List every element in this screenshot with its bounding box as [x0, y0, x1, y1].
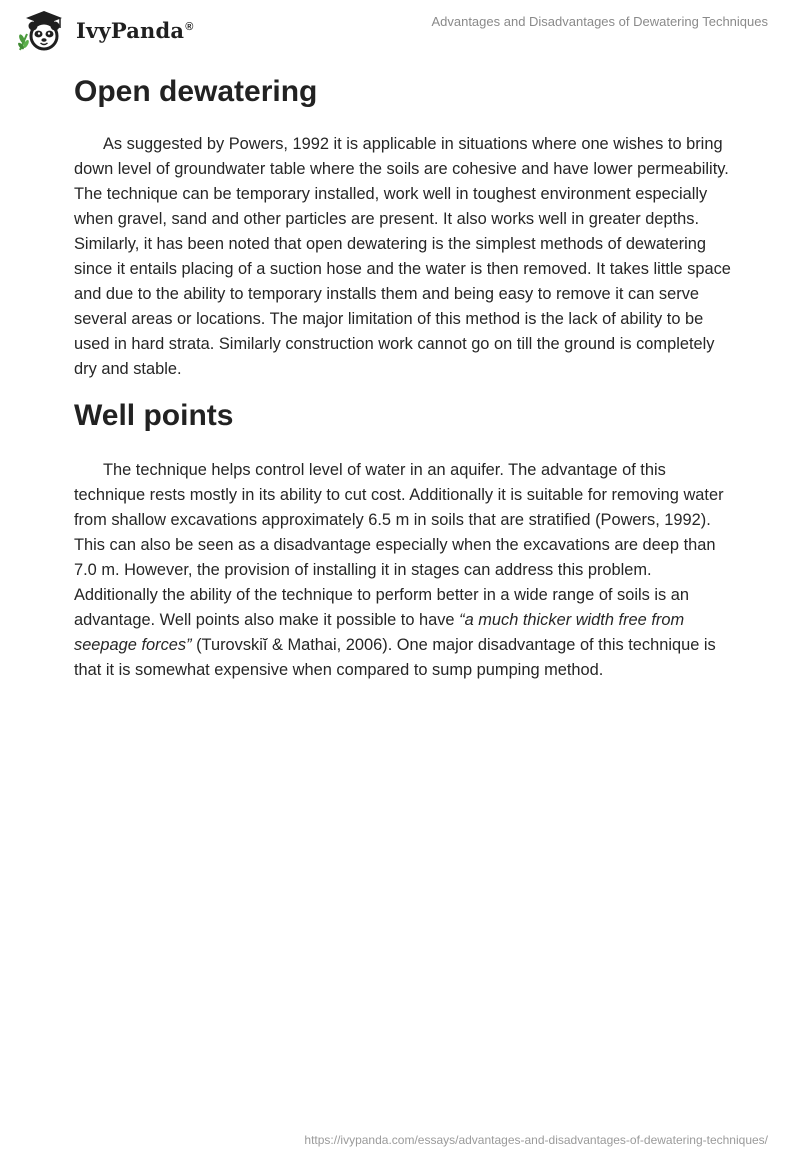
- quoted-text: “a much thicker width free from seepage forces”: [74, 611, 685, 654]
- registered-mark: ®: [185, 20, 194, 33]
- running-title: Advantages and Disadvantages of Dewatering Techniques: [431, 14, 768, 29]
- section-title-well-points: Well points: [74, 399, 234, 432]
- section-paragraph-open-dewatering: As suggested by Powers, 1992 it is applicable in situations where one wishes to bring down level of groundwater table where the soils are cohesive and have lower permeability. The technique can be temporary installed, work well in toughest environment especially when gravel, sand and other particles are present. It also works well in greater depths. Similarly, it has been noted that open dewatering is the simplest methods of dewatering since it entails placing of a suction hose and the water is then removed. It takes little space and due to the ability to temporary installs them and being easy to remove it can serve several areas or locations. The major limitation of this method is the lack of ability to be used in hard strata. Similarly construction work cannot go on till the ground is completely dry and stable.: [74, 135, 731, 378]
- brand-name: IvyPanda®: [76, 17, 194, 43]
- page-header: [0, 0, 800, 60]
- panda-graduation-cap-icon: [16, 8, 68, 52]
- section-title-open-dewatering: Open dewatering: [74, 75, 318, 108]
- source-url[interactable]: https://ivypanda.com/essays/advantages-and-disadvantages-of-dewatering-techniques/: [304, 1133, 768, 1147]
- section-paragraph-well-points: [74, 458, 734, 683]
- paragraph-text-before-quote: The technique helps control level of water in an aquifer. The advantage of this technique rests mostly in its ability to cut cost. Additionally it is suitable for removing water from shallow excavations approximately 6.5 m in soils that are stratified (Powers, 1992). This can also be seen as a disadvantage especially when the excavations are deep than 7.0 m. However, the provision of installing it in stages can address this problem. Additionally the ability of the technique to perform better in a wide range of soils is an advantage. Well points also make it possible to have: [74, 461, 724, 629]
- paragraph-text-after-quote: (Turovskiĭ & Mathai, 2006). One major disadvantage of this technique is that it is somewhat expensive when compared to sump pumping method.: [74, 636, 716, 679]
- ivypanda-logo[interactable]: [16, 8, 194, 52]
- essay-content: [74, 70, 734, 683]
